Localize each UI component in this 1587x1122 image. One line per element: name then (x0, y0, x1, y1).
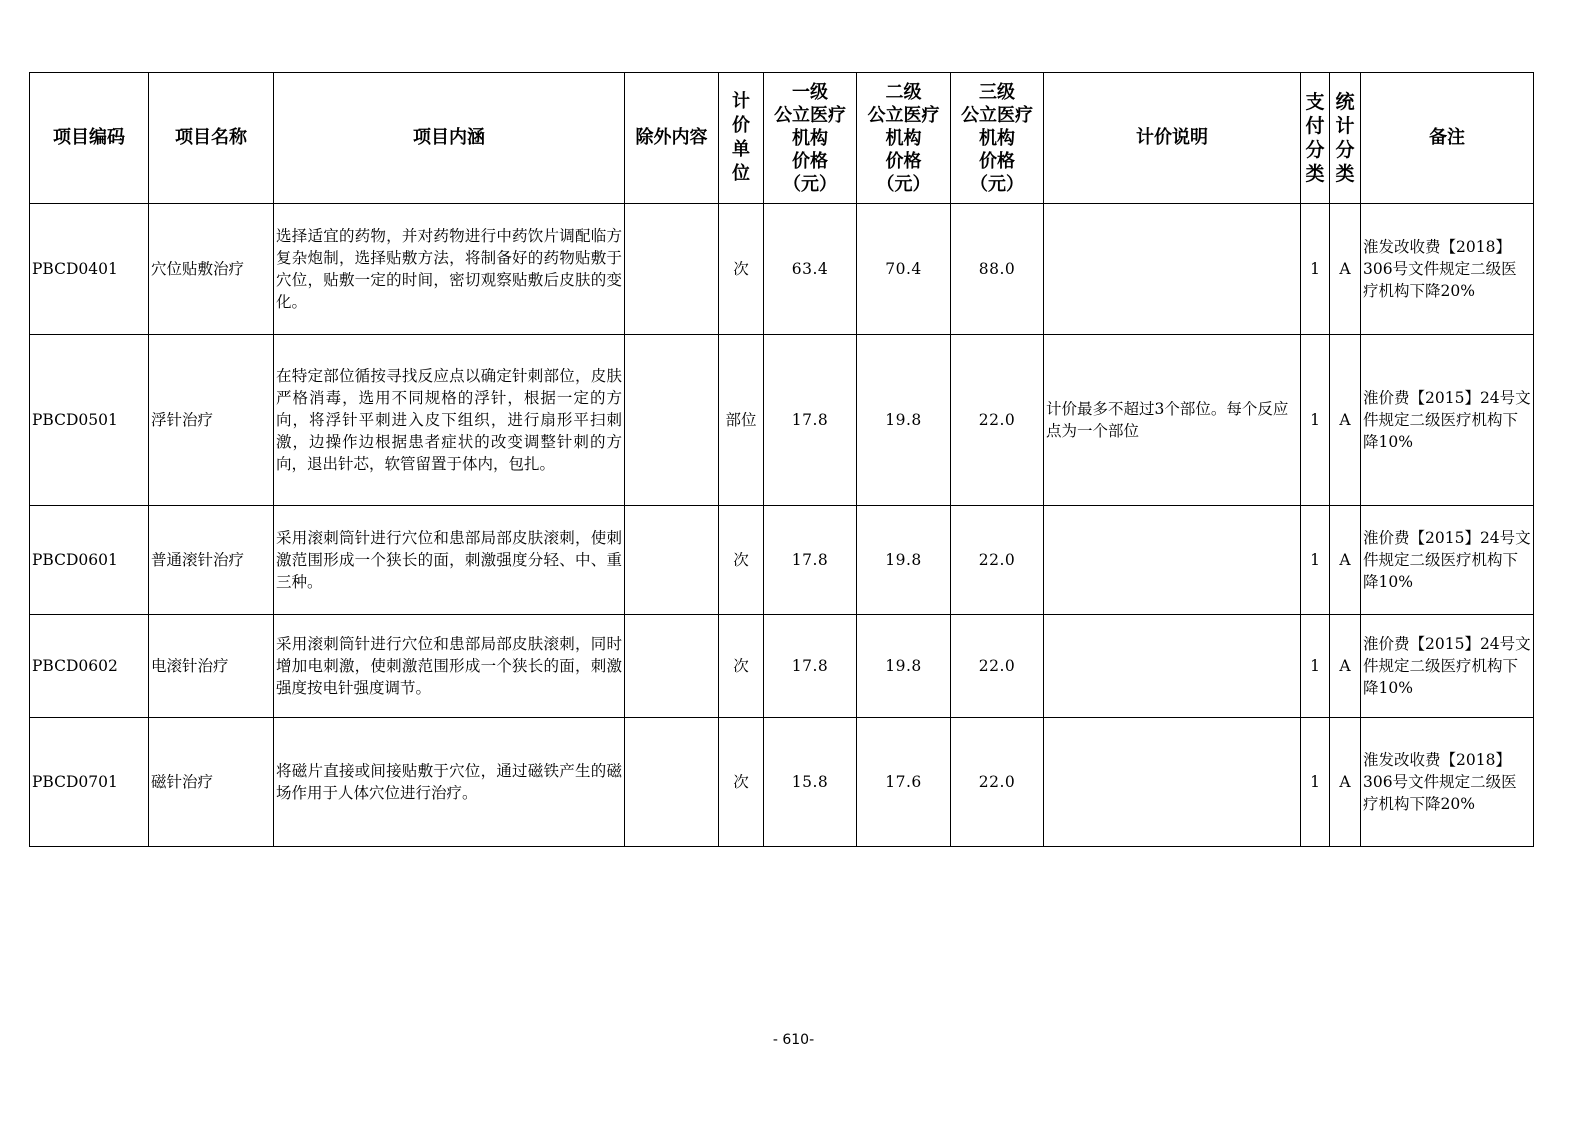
header-excluded: 除外内容 (625, 73, 719, 204)
item-unit: 次 (719, 506, 764, 615)
item-name: 磁针治疗 (149, 718, 274, 847)
item-stat-class: A (1330, 335, 1361, 506)
item-code: PBCD0602 (30, 615, 149, 718)
header-stat-class-text: 统计分类 (1335, 91, 1355, 185)
item-name: 普通滚针治疗 (149, 506, 274, 615)
item-price-level1: 17.8 (764, 615, 857, 718)
item-stat-class: A (1330, 506, 1361, 615)
item-payment-class: 1 (1301, 506, 1330, 615)
item-remark: 淮发改收费【2018】306号文件规定二级医疗机构下降20% (1361, 718, 1534, 847)
item-payment-class: 1 (1301, 615, 1330, 718)
item-code: PBCD0701 (30, 718, 149, 847)
table-row (30, 615, 1534, 718)
item-payment-class: 1 (1301, 204, 1330, 335)
header-level1-price (764, 73, 857, 204)
header-payment-class (1301, 73, 1330, 204)
item-code: PBCD0601 (30, 506, 149, 615)
header-level2-line: （元） (876, 173, 931, 195)
item-price-level3: 88.0 (951, 204, 1044, 335)
item-remark: 淮价费【2015】24号文件规定二级医疗机构下降10% (1361, 335, 1534, 506)
header-level1-line: 一级 (792, 81, 828, 103)
item-price-level1: 17.8 (764, 506, 857, 615)
header-level2-line: 机构 (885, 127, 922, 149)
header-level1-line: 公立医疗 (774, 104, 846, 126)
table-row (30, 335, 1534, 506)
item-content: 采用滚刺筒针进行穴位和患部局部皮肤滚刺，使刺激范围形成一个狭长的面，刺激强度分轻、中、重三种。 (274, 506, 625, 615)
header-level1-line: （元） (783, 173, 837, 195)
header-level2-line: 公立医疗 (867, 104, 940, 126)
item-price-level3: 22.0 (951, 506, 1044, 615)
item-excluded (625, 204, 719, 335)
header-level3-line: 价格 (979, 150, 1015, 172)
header-level1-line: 机构 (792, 127, 828, 149)
item-unit: 次 (719, 204, 764, 335)
item-price-level2: 70.4 (857, 204, 951, 335)
header-level3-price (951, 73, 1044, 204)
item-stat-class: A (1330, 615, 1361, 718)
item-excluded (625, 335, 719, 506)
header-pricing-note: 计价说明 (1044, 73, 1301, 204)
item-excluded (625, 506, 719, 615)
item-remark: 淮价费【2015】24号文件规定二级医疗机构下降10% (1361, 615, 1534, 718)
item-price-level1: 17.8 (764, 335, 857, 506)
header-payment-class-text: 支付分类 (1305, 91, 1325, 185)
header-level1-line: 价格 (792, 150, 828, 172)
header-remark: 备注 (1361, 73, 1534, 204)
table-row (30, 204, 1534, 335)
item-pricing-note (1044, 718, 1301, 847)
table-row (30, 718, 1534, 847)
item-pricing-note (1044, 204, 1301, 335)
header-level3-line: 三级 (979, 81, 1015, 103)
header-level2-price (857, 73, 951, 204)
item-content: 在特定部位循按寻找反应点以确定针刺部位，皮肤严格消毒，选用不同规格的浮针，根据一定的方向，将浮针平刺进入皮下组织，进行扇形平扫刺激，边操作边根据患者症状的改变调整针刺的方向，退出针芯，软管留置于体内，包扎。 (274, 335, 625, 506)
item-name: 电滚针治疗 (149, 615, 274, 718)
table-row (30, 506, 1534, 615)
item-unit: 部位 (719, 335, 764, 506)
item-content: 将磁片直接或间接贴敷于穴位，通过磁铁产生的磁场作用于人体穴位进行治疗。 (274, 718, 625, 847)
item-price-level1: 15.8 (764, 718, 857, 847)
item-content: 选择适宜的药物，并对药物进行中药饮片调配临方复杂炮制，选择贴敷方法，将制备好的药物贴敷于穴位，贴敷一定的时间，密切观察贴敷后皮肤的变化。 (274, 204, 625, 335)
item-code: PBCD0401 (30, 204, 149, 335)
item-name: 浮针治疗 (149, 335, 274, 506)
item-price-level2: 17.6 (857, 718, 951, 847)
page-number: - 610- (772, 1032, 815, 1048)
price-table (29, 72, 1534, 847)
header-level3-line: 公立医疗 (961, 104, 1033, 126)
item-payment-class: 1 (1301, 718, 1330, 847)
item-price-level2: 19.8 (857, 335, 951, 506)
item-price-level3: 22.0 (951, 335, 1044, 506)
item-payment-class: 1 (1301, 335, 1330, 506)
item-price-level3: 22.0 (951, 615, 1044, 718)
item-stat-class: A (1330, 204, 1361, 335)
item-pricing-note (1044, 506, 1301, 615)
header-stat-class (1330, 73, 1361, 204)
item-excluded (625, 615, 719, 718)
header-level2-line: 价格 (885, 150, 922, 172)
item-pricing-note: 计价最多不超过3个部位。每个反应点为一个部位 (1044, 335, 1301, 506)
item-remark: 淮价费【2015】24号文件规定二级医疗机构下降10% (1361, 506, 1534, 615)
item-remark: 淮发改收费【2018】306号文件规定二级医疗机构下降20% (1361, 204, 1534, 335)
header-code: 项目编码 (30, 73, 149, 204)
item-price-level1: 63.4 (764, 204, 857, 335)
item-code: PBCD0501 (30, 335, 149, 506)
item-unit: 次 (719, 718, 764, 847)
item-pricing-note (1044, 615, 1301, 718)
item-unit: 次 (719, 615, 764, 718)
item-price-level3: 22.0 (951, 718, 1044, 847)
item-content: 采用滚刺筒针进行穴位和患部局部皮肤滚刺，同时增加电刺激，使刺激范围形成一个狭长的面，刺激强度按电针强度调节。 (274, 615, 625, 718)
header-level3-line: （元） (970, 173, 1024, 195)
header-unit-text: 计价单位 (732, 91, 750, 184)
item-name: 穴位贴敷治疗 (149, 204, 274, 335)
header-row (30, 73, 1534, 204)
header-name: 项目名称 (149, 73, 274, 204)
item-price-level2: 19.8 (857, 506, 951, 615)
header-unit (719, 73, 764, 204)
header-level2-line: 二级 (885, 81, 922, 103)
header-content: 项目内涵 (274, 73, 625, 204)
item-excluded (625, 718, 719, 847)
item-stat-class: A (1330, 718, 1361, 847)
item-price-level2: 19.8 (857, 615, 951, 718)
header-level3-line: 机构 (979, 127, 1015, 149)
